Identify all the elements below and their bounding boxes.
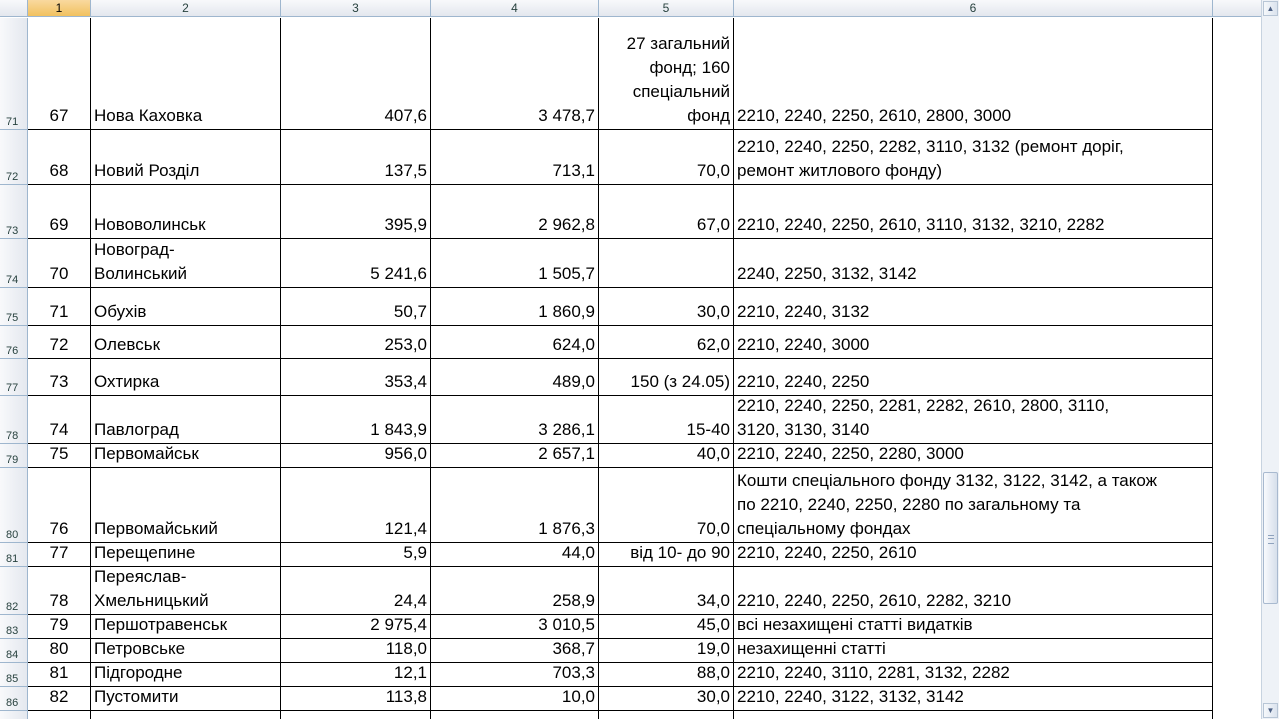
value-cell-5[interactable]: 45,0 [599,615,734,639]
row-header[interactable]: 83 [0,615,28,639]
city-cell[interactable]: Пустомити [91,687,281,711]
row-header[interactable]: 82 [0,567,28,615]
column-header-bar [0,0,1262,18]
select-all-corner[interactable] [0,0,28,17]
index-cell[interactable]: 80 [28,639,91,663]
value-cell-5[interactable]: 27 загальний фонд; 160 спеціальний фонд [599,18,734,130]
codes-cell[interactable]: 2210, 2240, 2250, 2610, 2282, 3210 [734,567,1213,615]
value-cell-5[interactable]: 150 (з 24.05) [599,359,734,396]
codes-cell[interactable]: 2210, 2240, 2250, 2610 [734,543,1213,567]
city-cell[interactable]: Обухів [91,288,281,326]
codes-cell[interactable]: 2210, 2240, 2250 [734,359,1213,396]
value-cell-4[interactable]: 703,3 [431,663,599,687]
value-cell-3[interactable]: 118,0 [281,639,431,663]
value-cell-5[interactable] [599,239,734,288]
value-cell-3[interactable]: 353,4 [281,359,431,396]
city-cell[interactable]: Петровське [91,639,281,663]
scroll-thumb[interactable] [1263,472,1278,604]
city-cell[interactable]: Перещепине [91,543,281,567]
table-row [0,239,1262,288]
table-row [0,468,1262,543]
column-header-2[interactable]: 2 [91,0,281,17]
city-cell[interactable]: Переяслав- Хмельницький [91,567,281,615]
value-cell-5[interactable]: 19,0 [599,639,734,663]
index-cell[interactable]: 70 [28,239,91,288]
table-row [0,288,1262,326]
city-cell[interactable]: Олевськ [91,326,281,359]
value-cell-3[interactable]: 24,4 [281,567,431,615]
value-cell-5[interactable]: 15-40 [599,396,734,444]
table-row [0,18,1262,130]
column-header-empty [1213,0,1262,17]
row-header[interactable]: 71 [0,18,28,130]
row-header[interactable]: 74 [0,239,28,288]
codes-cell[interactable]: 2210, 2240, 3132 [734,288,1213,326]
value-cell-3[interactable]: 113,8 [281,687,431,711]
value-cell-4[interactable]: 368,7 [431,639,599,663]
index-cell[interactable] [28,711,91,719]
row-header[interactable]: 78 [0,396,28,444]
value-cell-5[interactable]: 70,0 [599,130,734,185]
value-cell-3[interactable]: 253,0 [281,326,431,359]
table-row [0,543,1262,567]
index-cell[interactable]: 67 [28,18,91,130]
value-cell-4[interactable]: 713,1 [431,130,599,185]
table-row [0,639,1262,663]
scroll-up-icon[interactable]: ▲ [1263,1,1278,16]
codes-cell[interactable]: 2240, 2250, 3132, 3142 [734,239,1213,288]
codes-cell[interactable]: 2210, 2240, 2250, 2281, 2282, 2610, 2800, 3110, 3120, 3130, 3140 [734,396,1213,444]
row-header[interactable] [0,711,28,719]
value-cell-5[interactable]: 67,0 [599,185,734,239]
table-row [0,687,1262,711]
table-row [0,567,1262,615]
value-cell-3[interactable]: 1 843,9 [281,396,431,444]
value-cell-5[interactable] [599,711,734,719]
value-cell-4[interactable]: 1 876,3 [431,468,599,543]
index-cell[interactable]: 78 [28,567,91,615]
value-cell-3[interactable] [281,711,431,719]
codes-cell[interactable]: 2210, 2240, 3110, 2281, 3132, 2282 [734,663,1213,687]
table-row [0,444,1262,468]
index-cell[interactable]: 74 [28,396,91,444]
city-cell[interactable] [91,711,281,719]
index-cell[interactable]: 69 [28,185,91,239]
table-row [0,615,1262,639]
codes-cell[interactable]: незахищенні статті [734,639,1213,663]
value-cell-4[interactable]: 44,0 [431,543,599,567]
row-header[interactable]: 79 [0,444,28,468]
value-cell-4[interactable]: 2 657,1 [431,444,599,468]
city-cell[interactable]: Першотравенськ [91,615,281,639]
value-cell-4[interactable]: 3 478,7 [431,18,599,130]
value-cell-3[interactable]: 50,7 [281,288,431,326]
value-cell-3[interactable]: 407,6 [281,18,431,130]
value-cell-4[interactable]: 1 505,7 [431,239,599,288]
vertical-scrollbar[interactable] [1261,0,1279,719]
column-header-3[interactable]: 3 [281,0,431,17]
value-cell-5[interactable]: 88,0 [599,663,734,687]
row-header[interactable]: 73 [0,185,28,239]
codes-cell[interactable]: 2210, 2240, 2250, 2610, 3110, 3132, 3210, 2282 [734,185,1213,239]
value-cell-4[interactable]: 3 010,5 [431,615,599,639]
value-cell-5[interactable]: 70,0 [599,468,734,543]
index-cell[interactable]: 76 [28,468,91,543]
value-cell-3[interactable]: 956,0 [281,444,431,468]
index-cell[interactable]: 82 [28,687,91,711]
codes-cell[interactable]: 2210, 2240, 2250, 2610, 2800, 3000 [734,18,1213,130]
index-cell[interactable]: 77 [28,543,91,567]
row-header[interactable]: 72 [0,130,28,185]
value-cell-5[interactable]: 30,0 [599,288,734,326]
city-cell[interactable]: Первомайський [91,468,281,543]
row-header[interactable]: 85 [0,663,28,687]
row-header[interactable]: 86 [0,687,28,711]
row-header[interactable]: 77 [0,359,28,396]
row-header[interactable]: 81 [0,543,28,567]
column-header-1[interactable]: 1 [28,0,91,17]
row-header[interactable]: 76 [0,326,28,359]
table-row [0,396,1262,444]
city-cell[interactable]: Первомайськ [91,444,281,468]
scroll-down-icon[interactable]: ▼ [1263,703,1278,718]
codes-cell[interactable]: Кошти спеціального фонду 3132, 3122, 3142, а також по 2210, 2240, 2250, 2280 по загальному та спеціальному фондах [734,468,1213,543]
value-cell-5[interactable]: 30,0 [599,687,734,711]
value-cell-5[interactable]: 34,0 [599,567,734,615]
value-cell-3[interactable]: 5,9 [281,543,431,567]
value-cell-4[interactable] [431,711,599,719]
index-cell[interactable]: 72 [28,326,91,359]
codes-cell[interactable] [734,711,1213,719]
value-cell-5[interactable]: 40,0 [599,444,734,468]
city-cell[interactable]: Нова Каховка [91,18,281,130]
index-cell[interactable]: 71 [28,288,91,326]
index-cell[interactable]: 81 [28,663,91,687]
codes-cell[interactable]: всі незахищені статті видатків [734,615,1213,639]
city-cell[interactable]: Павлоград [91,396,281,444]
value-cell-3[interactable]: 12,1 [281,663,431,687]
value-cell-3[interactable]: 2 975,4 [281,615,431,639]
index-cell[interactable]: 79 [28,615,91,639]
codes-cell[interactable]: 2210, 2240, 2250, 2282, 3110, 3132 (ремонт доріг, ремонт житлового фонду) [734,130,1213,185]
column-header-5[interactable]: 5 [599,0,734,17]
city-cell[interactable]: Охтирка [91,359,281,396]
index-cell[interactable]: 68 [28,130,91,185]
value-cell-5[interactable]: 62,0 [599,326,734,359]
value-cell-4[interactable]: 489,0 [431,359,599,396]
table-row [0,359,1262,396]
value-cell-3[interactable]: 121,4 [281,468,431,543]
value-cell-4[interactable]: 3 286,1 [431,396,599,444]
value-cell-3[interactable]: 5 241,6 [281,239,431,288]
index-cell[interactable]: 73 [28,359,91,396]
row-header[interactable]: 75 [0,288,28,326]
value-cell-4[interactable]: 10,0 [431,687,599,711]
table-row [0,711,1262,719]
table-row [0,326,1262,359]
codes-cell[interactable]: 2210, 2240, 2250, 2280, 3000 [734,444,1213,468]
value-cell-4[interactable]: 2 962,8 [431,185,599,239]
value-cell-5[interactable]: від 10- до 90 [599,543,734,567]
codes-cell[interactable]: 2210, 2240, 3000 [734,326,1213,359]
city-cell[interactable]: Новоград- Волинський [91,239,281,288]
city-cell[interactable]: Нововолинськ [91,185,281,239]
value-cell-4[interactable]: 624,0 [431,326,599,359]
grip-icon [1268,535,1274,544]
codes-cell[interactable]: 2210, 2240, 3122, 3132, 3142 [734,687,1213,711]
table-row [0,185,1262,239]
value-cell-4[interactable]: 258,9 [431,567,599,615]
value-cell-3[interactable]: 137,5 [281,130,431,185]
column-header-6[interactable]: 6 [734,0,1213,17]
city-cell[interactable]: Новий Розділ [91,130,281,185]
index-cell[interactable]: 75 [28,444,91,468]
city-cell[interactable]: Підгородне [91,663,281,687]
table-row [0,663,1262,687]
row-header[interactable]: 80 [0,468,28,543]
value-cell-4[interactable]: 1 860,9 [431,288,599,326]
row-header[interactable]: 84 [0,639,28,663]
column-header-4[interactable]: 4 [431,0,599,17]
table-row [0,130,1262,185]
value-cell-3[interactable]: 395,9 [281,185,431,239]
